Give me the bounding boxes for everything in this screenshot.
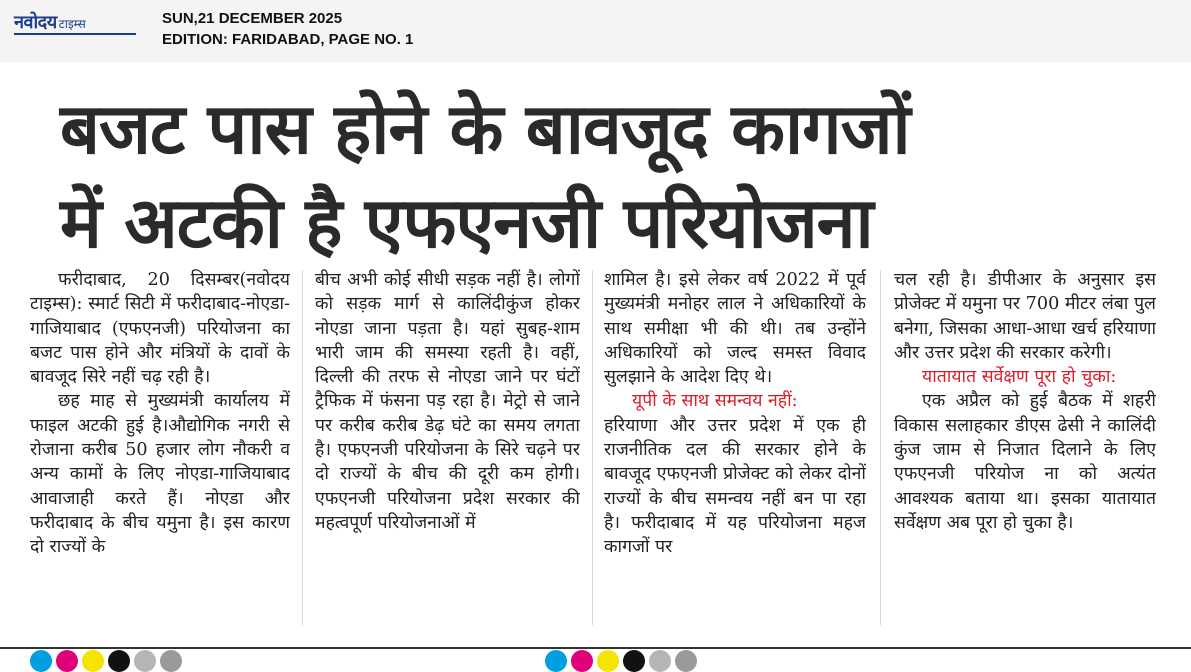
issue-date: SUN,21 DECEMBER 2025 — [162, 10, 343, 27]
registration-dot — [30, 650, 52, 672]
headline-line-2: में अटकी है एफएनजी परियोजना — [60, 182, 873, 264]
logo-underline — [14, 33, 136, 35]
publication-logo[interactable] — [14, 10, 86, 34]
registration-marks-right — [545, 650, 697, 660]
registration-dot — [675, 650, 697, 672]
column-divider — [302, 270, 303, 625]
registration-dot — [108, 650, 130, 672]
article-column-1 — [30, 268, 290, 630]
column-4-paragraph-1: चल रही है। डीपीआर के अनुसार इस प्रोजेक्ट में यमुना पर 700 मीटर लंबा पुल बनेगा, जिसका आधा-आधा खर्च हरियाणा और उत्तर प्रदेश की सरकार करेगी। — [894, 270, 1156, 363]
registration-dot — [571, 650, 593, 672]
column-3-paragraph-2: हरियाणा और उत्तर प्रदेश में एक ही राजनीतिक दल की सरकार होने के बावजूद एफएनजी प्रोजेक्ट को लेकर दोनों राज्यों के बीच समन्वय नहीं बन पा रहा है। फरीदाबाद में यह परियोजना महज कागजों पर — [604, 415, 866, 558]
article-column-4 — [894, 268, 1156, 630]
column-divider — [880, 270, 881, 625]
logo-main-text: नवोदय — [14, 12, 57, 33]
registration-dot — [545, 650, 567, 672]
article-column-2 — [315, 268, 580, 630]
issue-info — [162, 8, 413, 50]
registration-dot — [56, 650, 78, 672]
column-2-paragraph-1: बीच अभी कोई सीधी सड़क नहीं है। लोगों को सड़क मार्ग से कालिंदीकुंज होकर नोएडा जाना पड़ता है। यहां सुबह-शाम भारी जाम की समस्या रहती है। वहीं, दिल्ली की तरफ से नोएडा जाने पर घंटों ट्रैफिक में फंसना पड़ रहा है। मेट्रो से जाने पर करीब करीब डेढ़ घंटे का समय लगता है। एफएनजी परियोजना के सिरे चढ़ने पर दो राज्यों के बीच की दूरी कम होगी। एफएनजी परियोजना प्रदेश सरकार की महत्वपूर्ण परियोजनाओं में — [315, 270, 580, 533]
logo-sub-text: टाइम्स — [58, 17, 86, 31]
registration-marks-left — [30, 650, 182, 660]
column-4-subheading: यातायात सर्वेक्षण पूरा हो चुका: — [922, 367, 1117, 388]
column-3-subheading: यूपी के साथ समन्वय नहीं: — [632, 391, 798, 412]
headline-line-1: बजट पास होने के बावजूद कागजों — [60, 88, 910, 170]
column-1-paragraph-1: फरीदाबाद, 20 दिसम्बर(नवोदय टाइम्स): स्मार्ट सिटी में फरीदाबाद-नोएडा-गाजियाबाद (एफएनजी) परियोजना का बजट पास होने और मंत्रियों के दावों के बावजूद सिरे नहीं चढ़ रही है। — [30, 270, 290, 388]
issue-edition: EDITION: FARIDABAD, PAGE NO. 1 — [162, 31, 414, 48]
registration-dot — [82, 650, 104, 672]
article-column-3 — [604, 268, 866, 630]
registration-dot — [160, 650, 182, 672]
page-bottom-rule — [0, 647, 1191, 649]
article-headline — [60, 82, 1140, 270]
column-divider — [592, 270, 593, 625]
registration-dot — [649, 650, 671, 672]
registration-dot — [597, 650, 619, 672]
registration-dot — [623, 650, 645, 672]
registration-dot — [134, 650, 156, 672]
masthead-bar — [0, 0, 1191, 63]
column-1-paragraph-2: छह माह से मुख्यमंत्री कार्यालय में फाइल अटकी हुई है।औद्योगिक नगरी से रोजाना करीब 50 हजार लोग नौकरी व अन्य कामों के लिए नोएडा-गाजियाबाद आवाजाही करते हैं। नोएडा और फरीदाबाद के बीच यमुना है। इस कारण दो राज्यों के — [30, 391, 290, 558]
column-3-paragraph-1: शामिल है। इसे लेकर वर्ष 2022 में पूर्व मुख्यमंत्री मनोहर लाल ने अधिकारियों के साथ समीक्षा भी की थी। तब उन्होंने अधिकारियों को जल्द समस्त विवाद सुलझाने के आदेश दिए थे। — [604, 270, 866, 388]
column-4-paragraph-2: एक अप्रैल को हुई बैठक में शहरी विकास सलाहकार डीएस ढेसी ने कालिंदी कुंज जाम से निजात दिलाने के लिए एफएनजी परियोज ना को अत्यंत आवश्यक बताया था। इसका यातायात सर्वेक्षण अब पूरा हो चुका है। — [894, 391, 1156, 533]
